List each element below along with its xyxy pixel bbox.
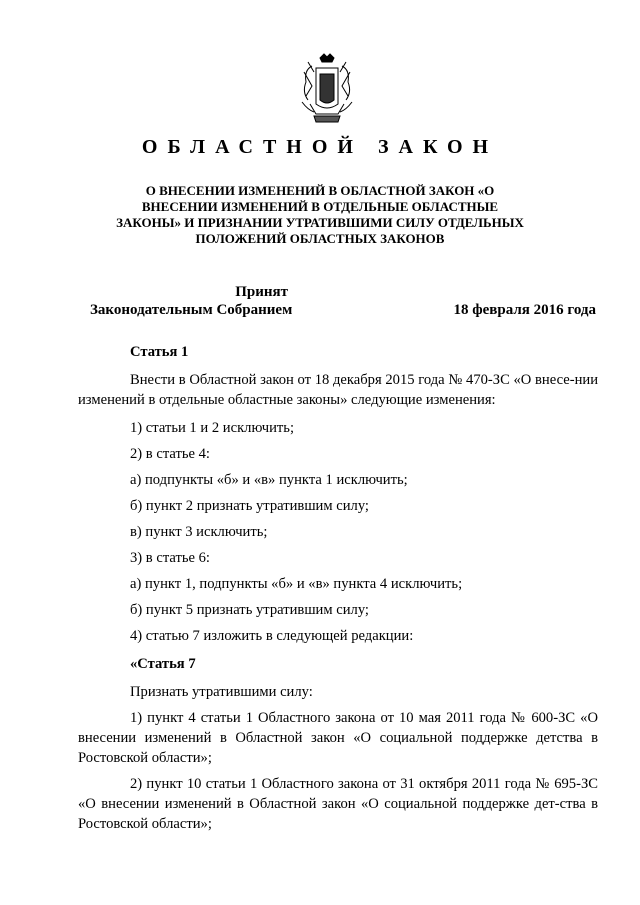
paragraph: 1) пункт 4 статьи 1 Областного закона от 10 мая 2011 года № 600-ЗС «О внесении изменений в Областной закон «О социальной поддержке детства в Ростовской области»; <box>78 710 598 766</box>
paragraph: б) пункт 2 признать утратившим силу; <box>130 498 369 514</box>
paragraph: 1) статьи 1 и 2 исключить; <box>130 420 295 436</box>
paragraph: 2) пункт 10 статьи 1 Областного закона от 31 октября 2011 года № 695-ЗС «О внесении изменений в Областной закон «О социальной поддержке дет-ства в Ростовской области»; <box>78 776 598 832</box>
adoption-date: 18 февраля 2016 года <box>453 302 596 318</box>
paragraph: б) пункт 5 признать утратившим силу; <box>130 602 369 618</box>
law-type-heading: ОБЛАСТНОЙ ЗАКОН <box>141 136 499 158</box>
article-1-heading: Статья 1 <box>130 344 189 360</box>
paragraph: а) пункт 1, подпункты «б» и «в» пункта 4 исключить; <box>130 576 463 592</box>
paragraph: в) пункт 3 исключить; <box>130 524 268 540</box>
document-body <box>78 342 598 840</box>
paragraph: а) подпункты «б» и «в» пункта 1 исключить; <box>130 472 408 488</box>
adopting-body: Законодательным Собранием <box>90 302 293 318</box>
paragraph: Внести в Областной закон от 18 декабря 2015 года № 470-ЗС «О внесе-нии изменений в отдельные областные законы» следующие изменения: <box>78 372 598 408</box>
paragraph: Признать утратившими силу: <box>130 684 313 700</box>
paragraph: 4) статью 7 изложить в следующей редакции: <box>130 628 414 644</box>
adopted-label: Принят <box>235 284 288 300</box>
coat-of-arms-emblem <box>298 52 356 128</box>
law-title: О ВНЕСЕНИИ ИЗМЕНЕНИЙ В ОБЛАСТНОЙ ЗАКОН «О ВНЕСЕНИИ ИЗМЕНЕНИЙ В ОТДЕЛЬНЫЕ ОБЛАСТНЫЕ ЗАКОНЫ» И ПРИЗНАНИИ УТРАТИВШИМИ СИЛУ ОТДЕЛЬНЫХ ПОЛОЖЕНИЙ ОБЛАСТНЫХ ЗАКОНОВ <box>116 183 524 246</box>
paragraph: 3) в статье 6: <box>130 550 210 566</box>
paragraph: 2) в статье 4: <box>130 446 210 462</box>
article-7-heading: «Статья 7 <box>130 656 196 672</box>
